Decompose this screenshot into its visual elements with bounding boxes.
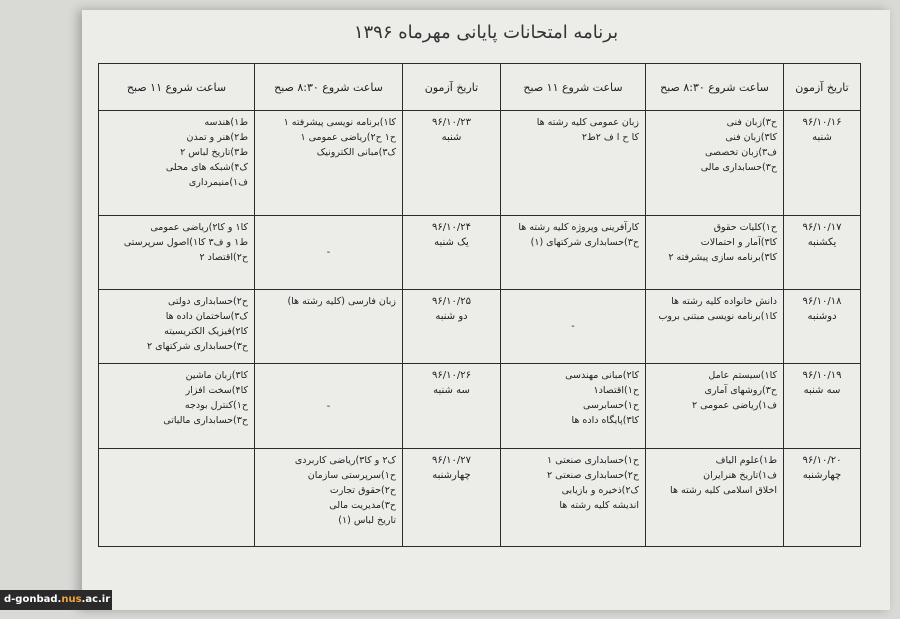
cell-slot3: [255, 111, 403, 216]
course-entry: ح۲)حسابداری صنعتی ۲: [547, 470, 639, 482]
exam-date: ۹۶/۱۰/۱۶: [802, 117, 842, 128]
course-entry: -: [326, 246, 331, 258]
cell-slot4: [99, 449, 255, 547]
exam-date: ۹۶/۱۰/۱۷: [802, 221, 842, 233]
exam-date: ۹۶/۱۰/۲۰: [802, 455, 842, 467]
cell-slot4: [99, 215, 255, 289]
date-cell-week1: [784, 449, 861, 547]
cell-slot4: [99, 289, 255, 363]
course-entry: ط۳)تاریخ لباس ۲: [180, 147, 248, 158]
exam-day: سه شنبه: [803, 385, 841, 397]
course-entry: ح۲)حسابداری دولتی: [167, 295, 248, 307]
date-cell-week2: [403, 364, 501, 449]
course-entry: ط۱ و ف۳ کا۱)اصول سرپرستی: [123, 236, 248, 248]
course-entry: ح۱)کلیات حقوق: [713, 221, 777, 233]
course-entry: اخلاق اسلامی کلیه رشته ها: [670, 485, 777, 497]
header-date1: تاریخ آزمون: [784, 64, 861, 111]
course-entry: کا۳)زبان ماشین: [185, 370, 248, 382]
course-entry: ک۲)ذخیره و بازیابی: [561, 485, 639, 497]
course-entry: ط۲)هنر و تمدن: [186, 132, 248, 143]
course-entry: -: [326, 400, 331, 412]
course-entry: کا۲)مبانی مهندسی: [565, 370, 639, 382]
course-entry: ح۱)حسابرسی: [583, 400, 639, 412]
cell-slot3: [255, 364, 403, 449]
date-cell-week2: [403, 289, 501, 363]
cell-slot4: [99, 111, 255, 216]
course-entry: ح۱ ح۲)ریاضی عمومی ۱: [300, 132, 396, 143]
date-cell-week2: [403, 449, 501, 547]
watermark-prefix: d-gonbad.: [4, 594, 62, 605]
course-entry: ح۳)حسابداری مالی: [700, 162, 777, 173]
course-entry: دانش خانواده کلیه رشته ها: [671, 295, 777, 307]
cell-slot4: [99, 364, 255, 449]
table-row: [99, 111, 861, 216]
course-entry: کا۱)برنامه نویسی مبتنی بروب: [658, 310, 777, 322]
course-entry: تاریخ لباس (۱): [338, 515, 396, 527]
table-row: [99, 364, 861, 449]
exam-date: ۹۶/۱۰/۲۳: [432, 117, 471, 128]
course-entry: ح۲)اقتصاد ۲: [199, 251, 248, 263]
exam-day: دوشنبه: [807, 310, 837, 322]
header-slot2: ساعت شروع ۱۱ صبح: [501, 64, 646, 111]
exam-date: ۹۶/۱۰/۲۵: [432, 295, 471, 307]
cell-slot2: [501, 111, 646, 216]
course-entry: ح۱)سرپرستی سازمان: [307, 470, 396, 482]
site-watermark: [0, 590, 112, 610]
exam-date: ۹۶/۱۰/۱۹: [802, 370, 842, 382]
exam-day: شنبه: [812, 132, 832, 143]
course-entry: -: [571, 320, 575, 332]
course-entry: کا۳)پایگاه داده ها: [571, 415, 639, 427]
date-cell-week1: [784, 289, 861, 363]
cell-slot3: [255, 215, 403, 289]
watermark-suffix: .ac.ir: [81, 594, 111, 605]
course-entry: اندیشه کلیه رشته ها: [559, 500, 639, 512]
exam-date: ۹۶/۱۰/۱۸: [802, 295, 842, 307]
course-entry: ط۱)علوم الیاف: [715, 455, 777, 467]
date-cell-week2: [403, 215, 501, 289]
exam-day: یکشنبه: [807, 236, 837, 248]
course-entry: ح۱)کنترل بودجه: [184, 400, 248, 412]
header-slot1: ساعت شروع ۸:۳۰ صبح: [646, 64, 784, 111]
exam-day: یک شنبه: [434, 236, 469, 248]
cell-slot1: [646, 215, 784, 289]
exam-date: ۹۶/۱۰/۲۷: [432, 455, 471, 467]
course-entry: ف۳)زبان تخصصی: [705, 147, 777, 158]
date-cell-week1: [784, 364, 861, 449]
cell-slot2: [501, 289, 646, 363]
exam-date: ۹۶/۱۰/۲۶: [432, 370, 471, 382]
course-entry: ف۱)ریاضی عمومی ۲: [691, 400, 777, 412]
course-entry: ح۳)زبان فنی: [726, 117, 777, 128]
course-entry: ح۳)حسابداری شرکتهای ۲: [147, 340, 248, 352]
date-cell-week1: [784, 215, 861, 289]
course-entry: ک۲ و کا۳)ریاضی کاربردی: [294, 455, 396, 467]
exam-day: شنبه: [441, 132, 462, 143]
cell-slot2: [501, 364, 646, 449]
course-entry: زبان فارسی (کلیه رشته ها): [287, 295, 396, 307]
exam-day: سه شنبه: [433, 385, 470, 397]
header-slot3: ساعت شروع ۸:۳۰ صبح: [255, 64, 403, 111]
course-entry: کا ح ا ف ۲ط۲: [581, 132, 639, 143]
course-entry: ک۴)شبکه های محلی: [165, 162, 248, 173]
schedule-body: [99, 111, 861, 547]
course-entry: کا۳)آمار و احتمالات: [700, 236, 777, 248]
page-title: برنامه امتحانات پایانی مهرماه ۱۳۹۶: [353, 22, 619, 43]
cell-slot1: [646, 364, 784, 449]
course-entry: کا۱)سیستم عامل: [708, 370, 777, 382]
exam-day: چهارشنبه: [802, 470, 842, 482]
cell-slot3: [255, 289, 403, 363]
course-entry: ح۳)حسابداری مالیاتی: [163, 415, 248, 427]
course-entry: زبان عمومی کلیه رشته ها: [536, 117, 639, 128]
course-entry: ح۱)اقتصاد۱: [593, 385, 639, 397]
cell-slot1: [646, 449, 784, 547]
course-entry: ح۲)حقوق تجارت: [329, 485, 396, 497]
header-date2: تاریخ آزمون: [403, 64, 501, 111]
course-entry: کا۳)برنامه سازی پیشرفته ۲: [668, 251, 777, 263]
course-entry: کا۱ و کا۲)ریاضی عمومی: [150, 221, 248, 233]
date-cell-week1: [784, 111, 861, 216]
course-entry: کارآفرینی وپروژه کلیه رشته ها: [518, 221, 639, 233]
course-entry: کا۲)فیزیک الکتریسیته: [164, 325, 248, 337]
cell-slot3: [255, 449, 403, 547]
exam-date: ۹۶/۱۰/۲۴: [432, 221, 471, 233]
course-entry: ک۳)مبانی الکترونیک: [316, 147, 396, 158]
course-entry: ح۳)روشهای آماری: [704, 385, 777, 397]
cell-slot1: [646, 111, 784, 216]
course-entry: ک۳)ساختمان داده ها: [165, 310, 248, 322]
header-slot4: ساعت شروع ۱۱ صبح: [99, 64, 255, 111]
course-entry: ط۱)هندسه: [204, 117, 248, 128]
exam-schedule-table: [98, 63, 861, 547]
watermark-accent: nus: [61, 594, 82, 605]
course-entry: ح۳)حسابداری شرکتهای (۱): [530, 236, 639, 248]
header-row: [99, 64, 861, 111]
course-entry: ف۱)منیمرداری: [188, 177, 248, 188]
course-entry: کا۴)سخت افزار: [185, 385, 248, 397]
date-cell-week2: [403, 111, 501, 216]
course-entry: کا۱)برنامه نویسی پیشرفته ۱: [283, 117, 396, 128]
course-entry: کا۳)زبان فنی: [725, 132, 777, 143]
exam-day: دو شنبه: [435, 310, 468, 322]
course-entry: ح۱)حسابداری صنعتی ۱: [547, 455, 639, 467]
course-entry: ف۱)تاریخ هنرایران: [703, 470, 777, 482]
cell-slot2: [501, 449, 646, 547]
exam-day: چهارشنبه: [432, 470, 471, 482]
course-entry: ح۳)مدیریت مالی: [329, 500, 396, 512]
table-row: [99, 289, 861, 363]
table-row: [99, 449, 861, 547]
cell-slot2: [501, 215, 646, 289]
table-row: [99, 215, 861, 289]
cell-slot1: [646, 289, 784, 363]
